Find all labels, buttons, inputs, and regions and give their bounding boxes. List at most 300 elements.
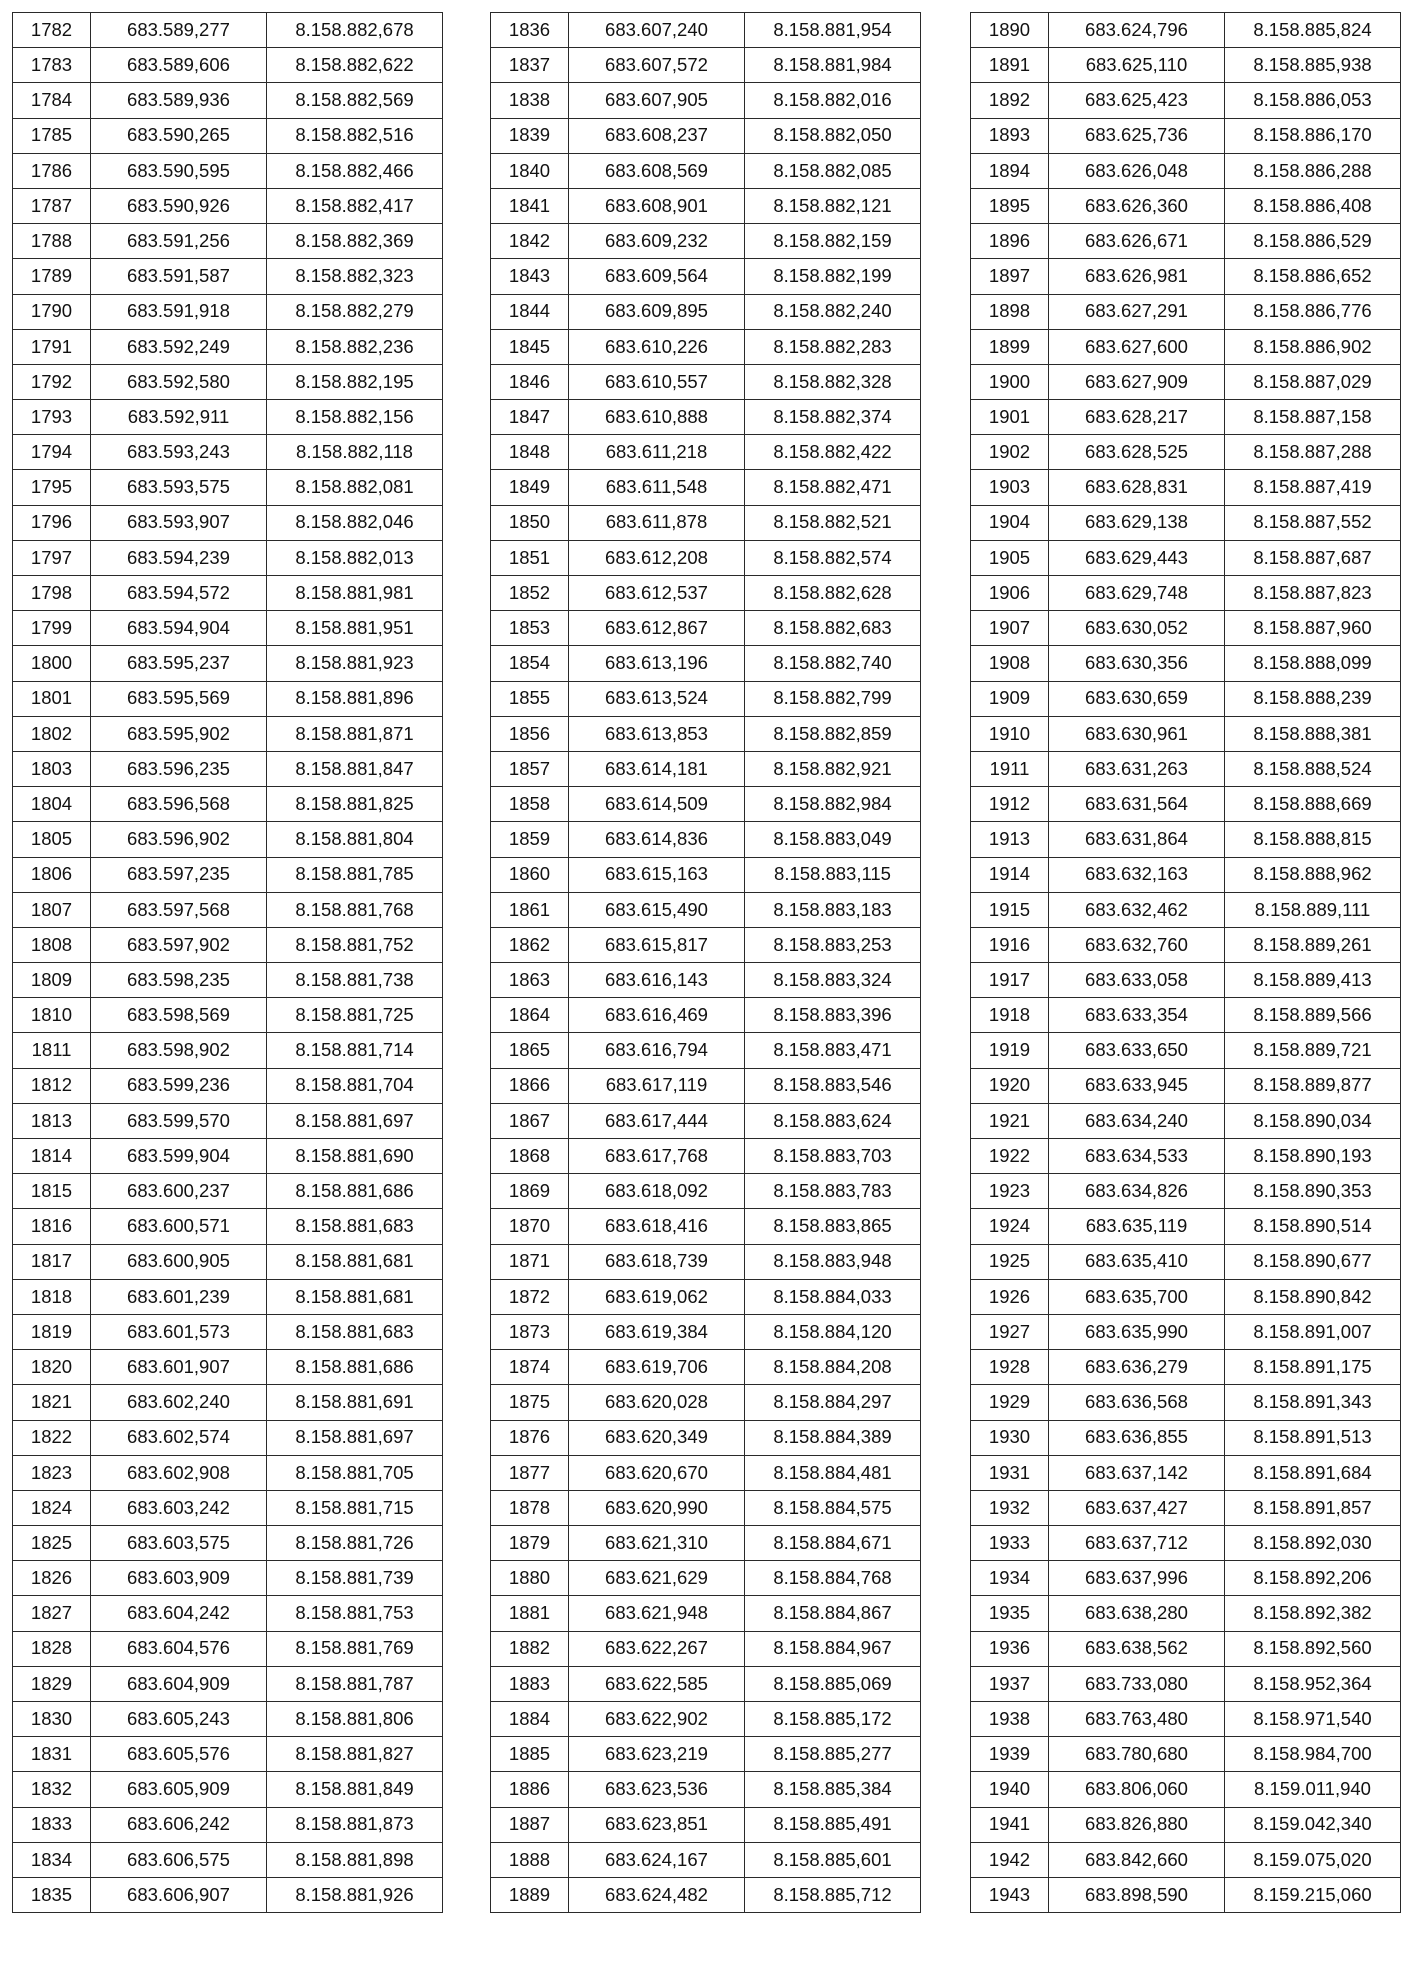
coordinate-x-cell: 683.627,291	[1049, 294, 1225, 329]
coordinate-x-cell: 683.619,384	[569, 1314, 745, 1349]
coordinate-x-cell: 683.615,490	[569, 892, 745, 927]
coordinate-y-cell: 8.158.886,408	[1225, 188, 1401, 223]
coordinate-y-cell: 8.158.888,239	[1225, 681, 1401, 716]
table-row	[971, 998, 1401, 1033]
point-id-cell: 1807	[13, 892, 91, 927]
coordinate-y-cell: 8.158.887,823	[1225, 576, 1401, 611]
coordinate-x-cell: 683.606,575	[91, 1842, 267, 1877]
table-row	[13, 1139, 443, 1174]
coordinate-y-cell: 8.158.884,389	[745, 1420, 921, 1455]
point-id-cell: 1828	[13, 1631, 91, 1666]
coordinate-x-cell: 683.629,443	[1049, 540, 1225, 575]
table-row	[971, 1561, 1401, 1596]
coordinate-y-cell: 8.158.881,725	[267, 998, 443, 1033]
coordinate-y-cell: 8.158.882,678	[267, 13, 443, 48]
coordinate-y-cell: 8.158.885,491	[745, 1807, 921, 1842]
coordinate-y-cell: 8.158.889,566	[1225, 998, 1401, 1033]
point-id-cell: 1879	[491, 1526, 569, 1561]
point-id-cell: 1811	[13, 1033, 91, 1068]
coordinate-y-cell: 8.158.888,815	[1225, 822, 1401, 857]
point-id-cell: 1868	[491, 1139, 569, 1174]
table-row	[13, 611, 443, 646]
point-id-cell: 1853	[491, 611, 569, 646]
table-row	[491, 83, 921, 118]
coordinate-x-cell: 683.599,570	[91, 1103, 267, 1138]
coordinate-y-cell: 8.158.881,768	[267, 892, 443, 927]
coordinate-x-cell: 683.625,110	[1049, 48, 1225, 83]
coordinate-y-cell: 8.158.887,288	[1225, 435, 1401, 470]
coordinate-x-cell: 683.589,606	[91, 48, 267, 83]
table-row	[971, 1490, 1401, 1525]
table-row	[13, 822, 443, 857]
coordinate-x-cell: 683.638,280	[1049, 1596, 1225, 1631]
coordinate-x-cell: 683.619,706	[569, 1350, 745, 1385]
point-id-cell: 1880	[491, 1561, 569, 1596]
coordinate-x-cell: 683.605,243	[91, 1702, 267, 1737]
coordinate-y-cell: 8.158.881,926	[267, 1877, 443, 1912]
point-id-cell: 1786	[13, 153, 91, 188]
coordinate-x-cell: 683.592,911	[91, 400, 267, 435]
point-id-cell: 1929	[971, 1385, 1049, 1420]
table-row	[13, 716, 443, 751]
point-id-cell: 1790	[13, 294, 91, 329]
coordinate-x-cell: 683.624,796	[1049, 13, 1225, 48]
coordinate-x-cell: 683.624,167	[569, 1842, 745, 1877]
table-row	[971, 1807, 1401, 1842]
point-id-cell: 1788	[13, 224, 91, 259]
point-id-cell: 1877	[491, 1455, 569, 1490]
coordinate-x-cell: 683.607,572	[569, 48, 745, 83]
coordinate-y-cell: 8.158.891,857	[1225, 1490, 1401, 1525]
coordinate-y-cell: 8.158.885,069	[745, 1666, 921, 1701]
coordinate-x-cell: 683.593,575	[91, 470, 267, 505]
table-row	[13, 505, 443, 540]
coordinate-x-cell: 683.592,580	[91, 364, 267, 399]
table-row	[971, 118, 1401, 153]
coordinate-x-cell: 683.620,028	[569, 1385, 745, 1420]
coordinate-x-cell: 683.591,587	[91, 259, 267, 294]
coordinate-x-cell: 683.629,138	[1049, 505, 1225, 540]
table-row	[491, 1702, 921, 1737]
coordinate-x-cell: 683.591,918	[91, 294, 267, 329]
table-row	[491, 153, 921, 188]
coordinate-x-cell: 683.620,349	[569, 1420, 745, 1455]
coordinate-y-cell: 8.158.881,871	[267, 716, 443, 751]
point-id-cell: 1881	[491, 1596, 569, 1631]
coordinate-y-cell: 8.158.881,714	[267, 1033, 443, 1068]
table-row	[971, 927, 1401, 962]
point-id-cell: 1869	[491, 1174, 569, 1209]
coordinate-x-cell: 683.606,907	[91, 1877, 267, 1912]
point-id-cell: 1802	[13, 716, 91, 751]
coordinate-x-cell: 683.627,909	[1049, 364, 1225, 399]
point-id-cell: 1821	[13, 1385, 91, 1420]
coordinate-x-cell: 683.610,557	[569, 364, 745, 399]
coordinate-y-cell: 8.158.882,628	[745, 576, 921, 611]
coordinate-x-cell: 683.613,196	[569, 646, 745, 681]
point-id-cell: 1859	[491, 822, 569, 857]
coordinate-y-cell: 8.158.883,471	[745, 1033, 921, 1068]
coordinate-x-cell: 683.612,867	[569, 611, 745, 646]
point-id-cell: 1864	[491, 998, 569, 1033]
table-row	[491, 1244, 921, 1279]
point-id-cell: 1930	[971, 1420, 1049, 1455]
coordinate-y-cell: 8.158.891,684	[1225, 1455, 1401, 1490]
coordinate-y-cell: 8.158.891,175	[1225, 1350, 1401, 1385]
coordinate-y-cell: 8.158.883,865	[745, 1209, 921, 1244]
coordinate-x-cell: 683.590,926	[91, 188, 267, 223]
coordinate-y-cell: 8.158.888,381	[1225, 716, 1401, 751]
table-row	[971, 1666, 1401, 1701]
coordinate-y-cell: 8.158.890,842	[1225, 1279, 1401, 1314]
point-id-cell: 1835	[13, 1877, 91, 1912]
coordinate-x-cell: 683.620,670	[569, 1455, 745, 1490]
point-id-cell: 1865	[491, 1033, 569, 1068]
coordinate-y-cell: 8.158.881,896	[267, 681, 443, 716]
coordinate-x-cell: 683.636,568	[1049, 1385, 1225, 1420]
point-id-cell: 1882	[491, 1631, 569, 1666]
point-id-cell: 1934	[971, 1561, 1049, 1596]
point-id-cell: 1801	[13, 681, 91, 716]
coordinate-x-cell: 683.608,569	[569, 153, 745, 188]
point-id-cell: 1912	[971, 787, 1049, 822]
coordinate-y-cell: 8.158.888,524	[1225, 751, 1401, 786]
table-row	[13, 1385, 443, 1420]
point-id-cell: 1927	[971, 1314, 1049, 1349]
coordinate-y-cell: 8.158.882,240	[745, 294, 921, 329]
table-row	[13, 751, 443, 786]
coordinate-y-cell: 8.158.881,683	[267, 1209, 443, 1244]
point-id-cell: 1826	[13, 1561, 91, 1596]
point-id-cell: 1817	[13, 1244, 91, 1279]
coordinate-y-cell: 8.158.885,824	[1225, 13, 1401, 48]
point-id-cell: 1892	[971, 83, 1049, 118]
table-row	[491, 963, 921, 998]
coordinate-y-cell: 8.158.884,208	[745, 1350, 921, 1385]
table-row	[971, 188, 1401, 223]
table-row	[971, 892, 1401, 927]
coordinate-x-cell: 683.613,524	[569, 681, 745, 716]
coordinate-x-cell: 683.595,237	[91, 646, 267, 681]
table-row	[491, 1737, 921, 1772]
point-id-cell: 1883	[491, 1666, 569, 1701]
point-id-cell: 1898	[971, 294, 1049, 329]
coordinate-x-cell: 683.636,279	[1049, 1350, 1225, 1385]
table-row	[971, 1420, 1401, 1455]
table-row	[491, 435, 921, 470]
point-id-cell: 1824	[13, 1490, 91, 1525]
coordinate-y-cell: 8.158.882,521	[745, 505, 921, 540]
point-id-cell: 1900	[971, 364, 1049, 399]
point-id-cell: 1943	[971, 1877, 1049, 1912]
table-row	[13, 1244, 443, 1279]
point-id-cell: 1905	[971, 540, 1049, 575]
table-row	[491, 13, 921, 48]
coordinate-x-cell: 683.617,119	[569, 1068, 745, 1103]
point-id-cell: 1901	[971, 400, 1049, 435]
table-row	[13, 1174, 443, 1209]
coordinate-y-cell: 8.158.882,740	[745, 646, 921, 681]
coordinate-y-cell: 8.158.886,902	[1225, 329, 1401, 364]
coordinate-x-cell: 683.635,990	[1049, 1314, 1225, 1349]
coordinate-y-cell: 8.158.881,951	[267, 611, 443, 646]
coordinate-y-cell: 8.158.882,283	[745, 329, 921, 364]
point-id-cell: 1899	[971, 329, 1049, 364]
table-row	[13, 1666, 443, 1701]
coordinate-x-cell: 683.609,232	[569, 224, 745, 259]
coordinate-x-cell: 683.630,659	[1049, 681, 1225, 716]
coordinate-x-cell: 683.624,482	[569, 1877, 745, 1912]
table-row	[13, 1737, 443, 1772]
coordinate-y-cell: 8.158.888,962	[1225, 857, 1401, 892]
point-id-cell: 1917	[971, 963, 1049, 998]
coordinate-y-cell: 8.158.888,099	[1225, 646, 1401, 681]
table-row	[971, 1385, 1401, 1420]
table-row	[971, 646, 1401, 681]
coordinate-y-cell: 8.159.042,340	[1225, 1807, 1401, 1842]
point-id-cell: 1852	[491, 576, 569, 611]
table-row	[491, 470, 921, 505]
table-row	[491, 1666, 921, 1701]
point-id-cell: 1925	[971, 1244, 1049, 1279]
coordinate-x-cell: 683.616,143	[569, 963, 745, 998]
coordinate-y-cell: 8.158.881,715	[267, 1490, 443, 1525]
coordinate-y-cell: 8.158.881,954	[745, 13, 921, 48]
coordinate-x-cell: 683.603,575	[91, 1526, 267, 1561]
table-row	[13, 83, 443, 118]
coordinate-y-cell: 8.158.884,481	[745, 1455, 921, 1490]
coordinate-y-cell: 8.158.881,681	[267, 1244, 443, 1279]
point-id-cell: 1887	[491, 1807, 569, 1842]
table-row	[13, 1596, 443, 1631]
point-id-cell: 1926	[971, 1279, 1049, 1314]
point-id-cell: 1863	[491, 963, 569, 998]
coordinate-y-cell: 8.158.892,030	[1225, 1526, 1401, 1561]
coordinate-y-cell: 8.158.882,471	[745, 470, 921, 505]
table-row	[13, 892, 443, 927]
coordinate-table-3	[970, 12, 1401, 1913]
coordinate-y-cell: 8.158.882,121	[745, 188, 921, 223]
coordinate-x-cell: 683.611,878	[569, 505, 745, 540]
coordinate-y-cell: 8.158.883,324	[745, 963, 921, 998]
table-row	[971, 576, 1401, 611]
coordinate-x-cell: 683.594,572	[91, 576, 267, 611]
point-id-cell: 1834	[13, 1842, 91, 1877]
coordinate-x-cell: 683.591,256	[91, 224, 267, 259]
table-row	[971, 1244, 1401, 1279]
table-row	[491, 1103, 921, 1138]
table-row	[491, 1772, 921, 1807]
point-id-cell: 1872	[491, 1279, 569, 1314]
coordinate-x-cell: 683.617,444	[569, 1103, 745, 1138]
coordinate-x-cell: 683.622,267	[569, 1631, 745, 1666]
point-id-cell: 1913	[971, 822, 1049, 857]
coordinate-x-cell: 683.593,907	[91, 505, 267, 540]
coordinate-y-cell: 8.158.882,466	[267, 153, 443, 188]
coordinate-y-cell: 8.158.882,422	[745, 435, 921, 470]
coordinate-y-cell: 8.158.887,960	[1225, 611, 1401, 646]
table-row	[13, 435, 443, 470]
coordinate-x-cell: 683.630,961	[1049, 716, 1225, 751]
point-id-cell: 1920	[971, 1068, 1049, 1103]
coordinate-y-cell: 8.159.075,020	[1225, 1842, 1401, 1877]
coordinate-x-cell: 683.780,680	[1049, 1737, 1225, 1772]
table-row	[491, 294, 921, 329]
coordinate-x-cell: 683.630,356	[1049, 646, 1225, 681]
coordinate-y-cell: 8.158.890,514	[1225, 1209, 1401, 1244]
coordinate-y-cell: 8.158.881,686	[267, 1174, 443, 1209]
point-id-cell: 1809	[13, 963, 91, 998]
coordinate-y-cell: 8.158.984,700	[1225, 1737, 1401, 1772]
table-row	[13, 963, 443, 998]
point-id-cell: 1845	[491, 329, 569, 364]
coordinate-y-cell: 8.158.971,540	[1225, 1702, 1401, 1737]
coordinate-x-cell: 683.633,058	[1049, 963, 1225, 998]
point-id-cell: 1909	[971, 681, 1049, 716]
table-row	[971, 1174, 1401, 1209]
coordinate-y-cell: 8.158.881,825	[267, 787, 443, 822]
table-row	[971, 1209, 1401, 1244]
coordinate-y-cell: 8.158.881,738	[267, 963, 443, 998]
coordinate-x-cell: 683.590,265	[91, 118, 267, 153]
coordinate-x-cell: 683.614,181	[569, 751, 745, 786]
point-id-cell: 1793	[13, 400, 91, 435]
coordinate-x-cell: 683.610,888	[569, 400, 745, 435]
point-id-cell: 1841	[491, 188, 569, 223]
coordinate-x-cell: 683.614,509	[569, 787, 745, 822]
coordinate-x-cell: 683.623,219	[569, 1737, 745, 1772]
point-id-cell: 1854	[491, 646, 569, 681]
point-id-cell: 1812	[13, 1068, 91, 1103]
table-row	[491, 1807, 921, 1842]
coordinate-y-cell: 8.158.892,560	[1225, 1631, 1401, 1666]
table-row	[491, 48, 921, 83]
table-row	[971, 1737, 1401, 1772]
table-row	[491, 540, 921, 575]
coordinate-x-cell: 683.615,817	[569, 927, 745, 962]
point-id-cell: 1797	[13, 540, 91, 575]
point-id-cell: 1928	[971, 1350, 1049, 1385]
point-id-cell: 1833	[13, 1807, 91, 1842]
table-row	[13, 1772, 443, 1807]
table-row	[13, 1526, 443, 1561]
coordinate-x-cell: 683.589,277	[91, 13, 267, 48]
coordinate-y-cell: 8.158.881,686	[267, 1350, 443, 1385]
table-row	[13, 1279, 443, 1314]
table-row	[971, 1596, 1401, 1631]
coordinate-y-cell: 8.158.885,712	[745, 1877, 921, 1912]
table-row	[491, 1455, 921, 1490]
coordinate-y-cell: 8.158.889,877	[1225, 1068, 1401, 1103]
table-row	[491, 329, 921, 364]
coordinate-y-cell: 8.158.884,575	[745, 1490, 921, 1525]
coordinate-x-cell: 683.611,548	[569, 470, 745, 505]
table-row	[971, 259, 1401, 294]
table-row	[491, 259, 921, 294]
coordinate-x-cell: 683.589,936	[91, 83, 267, 118]
coordinate-y-cell: 8.158.882,374	[745, 400, 921, 435]
coordinate-x-cell: 683.605,909	[91, 1772, 267, 1807]
coordinate-x-cell: 683.628,831	[1049, 470, 1225, 505]
coordinate-y-cell: 8.158.883,703	[745, 1139, 921, 1174]
coordinate-y-cell: 8.158.881,923	[267, 646, 443, 681]
table-row	[491, 188, 921, 223]
point-id-cell: 1827	[13, 1596, 91, 1631]
table-row	[491, 1596, 921, 1631]
point-id-cell: 1846	[491, 364, 569, 399]
coordinate-x-cell: 683.619,062	[569, 1279, 745, 1314]
table-row	[13, 1561, 443, 1596]
coordinate-y-cell: 8.158.881,804	[267, 822, 443, 857]
coordinate-y-cell: 8.158.881,752	[267, 927, 443, 962]
table-row	[491, 646, 921, 681]
table-row	[491, 716, 921, 751]
coordinate-y-cell: 8.158.882,516	[267, 118, 443, 153]
coordinate-x-cell: 683.621,310	[569, 1526, 745, 1561]
coordinate-y-cell: 8.158.891,007	[1225, 1314, 1401, 1349]
coordinate-x-cell: 683.626,981	[1049, 259, 1225, 294]
table-row	[971, 822, 1401, 857]
point-id-cell: 1782	[13, 13, 91, 48]
point-id-cell: 1921	[971, 1103, 1049, 1138]
coordinate-x-cell: 683.595,569	[91, 681, 267, 716]
coordinate-x-cell: 683.614,836	[569, 822, 745, 857]
coordinate-y-cell: 8.158.882,569	[267, 83, 443, 118]
point-id-cell: 1814	[13, 1139, 91, 1174]
coordinate-x-cell: 683.632,163	[1049, 857, 1225, 892]
table-row	[13, 294, 443, 329]
coordinate-y-cell: 8.158.881,769	[267, 1631, 443, 1666]
point-id-cell: 1907	[971, 611, 1049, 646]
point-id-cell: 1791	[13, 329, 91, 364]
coordinate-y-cell: 8.158.883,546	[745, 1068, 921, 1103]
point-id-cell: 1890	[971, 13, 1049, 48]
table-row	[491, 611, 921, 646]
coordinate-x-cell: 683.605,576	[91, 1737, 267, 1772]
point-id-cell: 1795	[13, 470, 91, 505]
coordinate-y-cell: 8.158.887,552	[1225, 505, 1401, 540]
coordinate-y-cell: 8.158.884,120	[745, 1314, 921, 1349]
coordinate-y-cell: 8.158.882,159	[745, 224, 921, 259]
table-row	[491, 1209, 921, 1244]
coordinate-x-cell: 683.637,427	[1049, 1490, 1225, 1525]
table-row	[491, 118, 921, 153]
coordinate-x-cell: 683.604,909	[91, 1666, 267, 1701]
point-id-cell: 1904	[971, 505, 1049, 540]
point-id-cell: 1893	[971, 118, 1049, 153]
coordinate-y-cell: 8.158.890,034	[1225, 1103, 1401, 1138]
coordinate-x-cell: 683.601,239	[91, 1279, 267, 1314]
table-row	[491, 1174, 921, 1209]
point-id-cell: 1906	[971, 576, 1049, 611]
point-id-cell: 1889	[491, 1877, 569, 1912]
point-id-cell: 1784	[13, 83, 91, 118]
coordinate-x-cell: 683.601,907	[91, 1350, 267, 1385]
table-row	[971, 1103, 1401, 1138]
table-row	[971, 1842, 1401, 1877]
coordinate-x-cell: 683.609,895	[569, 294, 745, 329]
coordinate-y-cell: 8.158.883,396	[745, 998, 921, 1033]
point-id-cell: 1878	[491, 1490, 569, 1525]
point-id-cell: 1875	[491, 1385, 569, 1420]
point-id-cell: 1804	[13, 787, 91, 822]
coordinate-y-cell: 8.158.889,261	[1225, 927, 1401, 962]
point-id-cell: 1884	[491, 1702, 569, 1737]
coordinate-y-cell: 8.158.890,353	[1225, 1174, 1401, 1209]
coordinate-y-cell: 8.158.886,170	[1225, 118, 1401, 153]
coordinate-x-cell: 683.634,533	[1049, 1139, 1225, 1174]
point-id-cell: 1916	[971, 927, 1049, 962]
